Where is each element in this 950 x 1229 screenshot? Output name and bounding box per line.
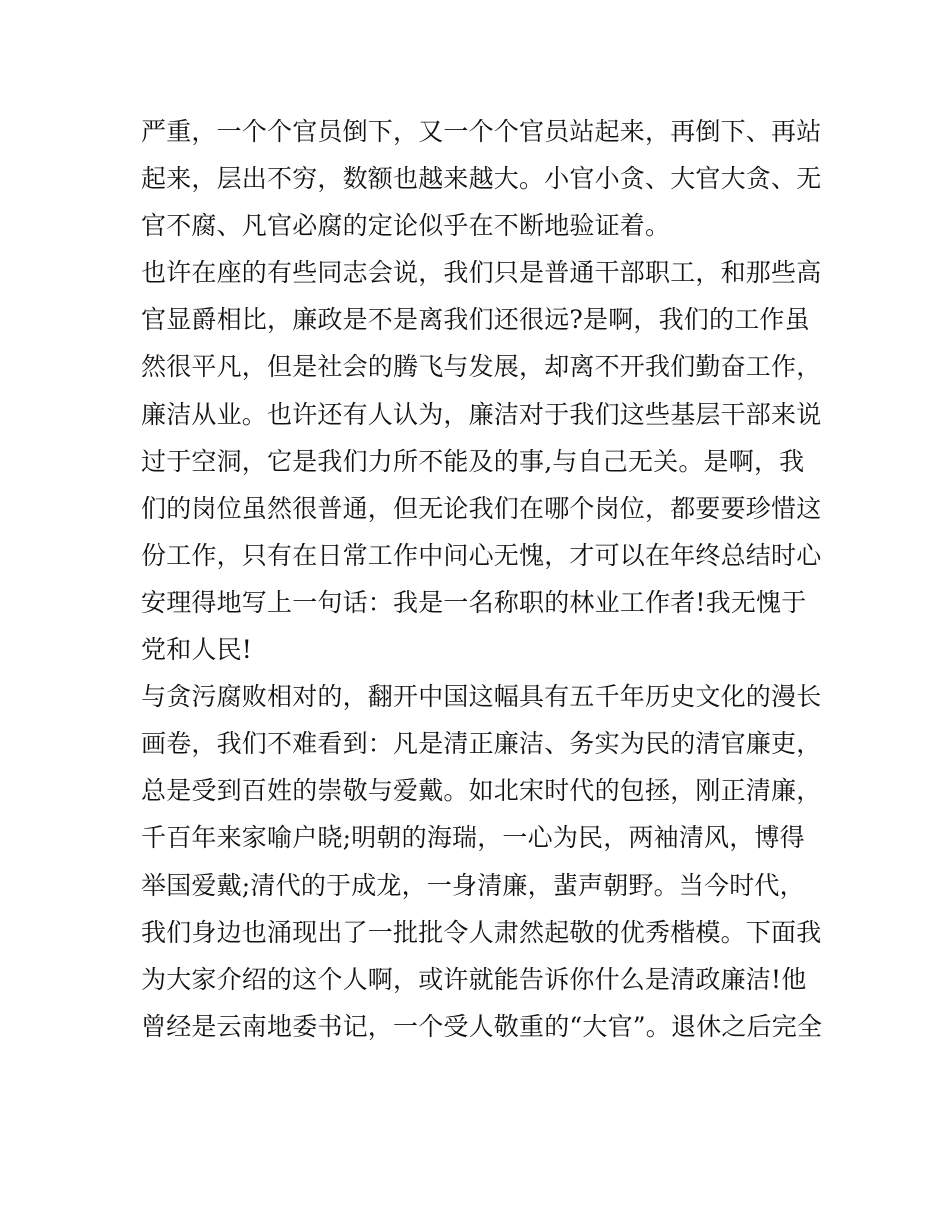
text-line: 份工作，只有在日常工作中问心无愧，才可以在年终总结时心	[141, 540, 822, 570]
text-line: 党和人民!	[141, 635, 253, 665]
text-line: 画卷，我们不难看到：凡是清正廉洁、务实为民的清官廉吏，	[141, 729, 822, 759]
text-line: 廉洁从业。也许还有人认为，廉洁对于我们这些基层干部来说	[141, 399, 822, 429]
text-line: 们的岗位虽然很普通，但无论我们在哪个岗位，都要要珍惜这	[141, 493, 822, 523]
text-line: 安理得地写上一句话：我是一名称职的林业工作者!我无愧于	[141, 587, 807, 617]
text-line: 我们身边也涌现出了一批批令人肃然起敬的优秀楷模。下面我	[141, 917, 822, 947]
text-line: 举国爱戴;清代的于成龙，一身清廉，蜚声朝野。当今时代，	[141, 870, 805, 900]
text-line: 与贪污腐败相对的，翻开中国这幅具有五千年历史文化的漫长	[141, 682, 822, 712]
text-line: 起来，层出不穷，数额也越来越大。小官小贪、大官大贪、无	[141, 164, 822, 194]
text-line: 曾经是云南地委书记，一个受人敬重的“大官”。退休之后完全	[141, 1011, 823, 1041]
text-line: 为大家介绍的这个人啊，或许就能告诉你什么是清政廉洁!他	[141, 964, 807, 994]
text-line: 也许在座的有些同志会说，我们只是普通干部职工，和那些高	[141, 258, 822, 288]
text-line: 千百年来家喻户晓;明朝的海瑞，一心为民，两袖清风，博得	[141, 823, 805, 853]
text-line: 官不腐、凡官必腐的定论似乎在不断地验证着。	[141, 211, 671, 241]
text-line: 然很平凡，但是社会的腾飞与发展，却离不开我们勤奋工作，	[141, 352, 822, 382]
text-line: 总是受到百姓的崇敬与爱戴。如北宋时代的包拯，刚正清廉，	[141, 776, 822, 806]
text-line: 过于空洞，它是我们力所不能及的事,与自己无关。是啊，我	[141, 446, 805, 476]
text-line: 严重，一个个官员倒下，又一个个官员站起来，再倒下、再站	[141, 117, 822, 146]
text-line: 官显爵相比，廉政是不是离我们还很远?是啊，我们的工作虽	[141, 305, 810, 335]
body-text	[141, 108, 821, 1050]
